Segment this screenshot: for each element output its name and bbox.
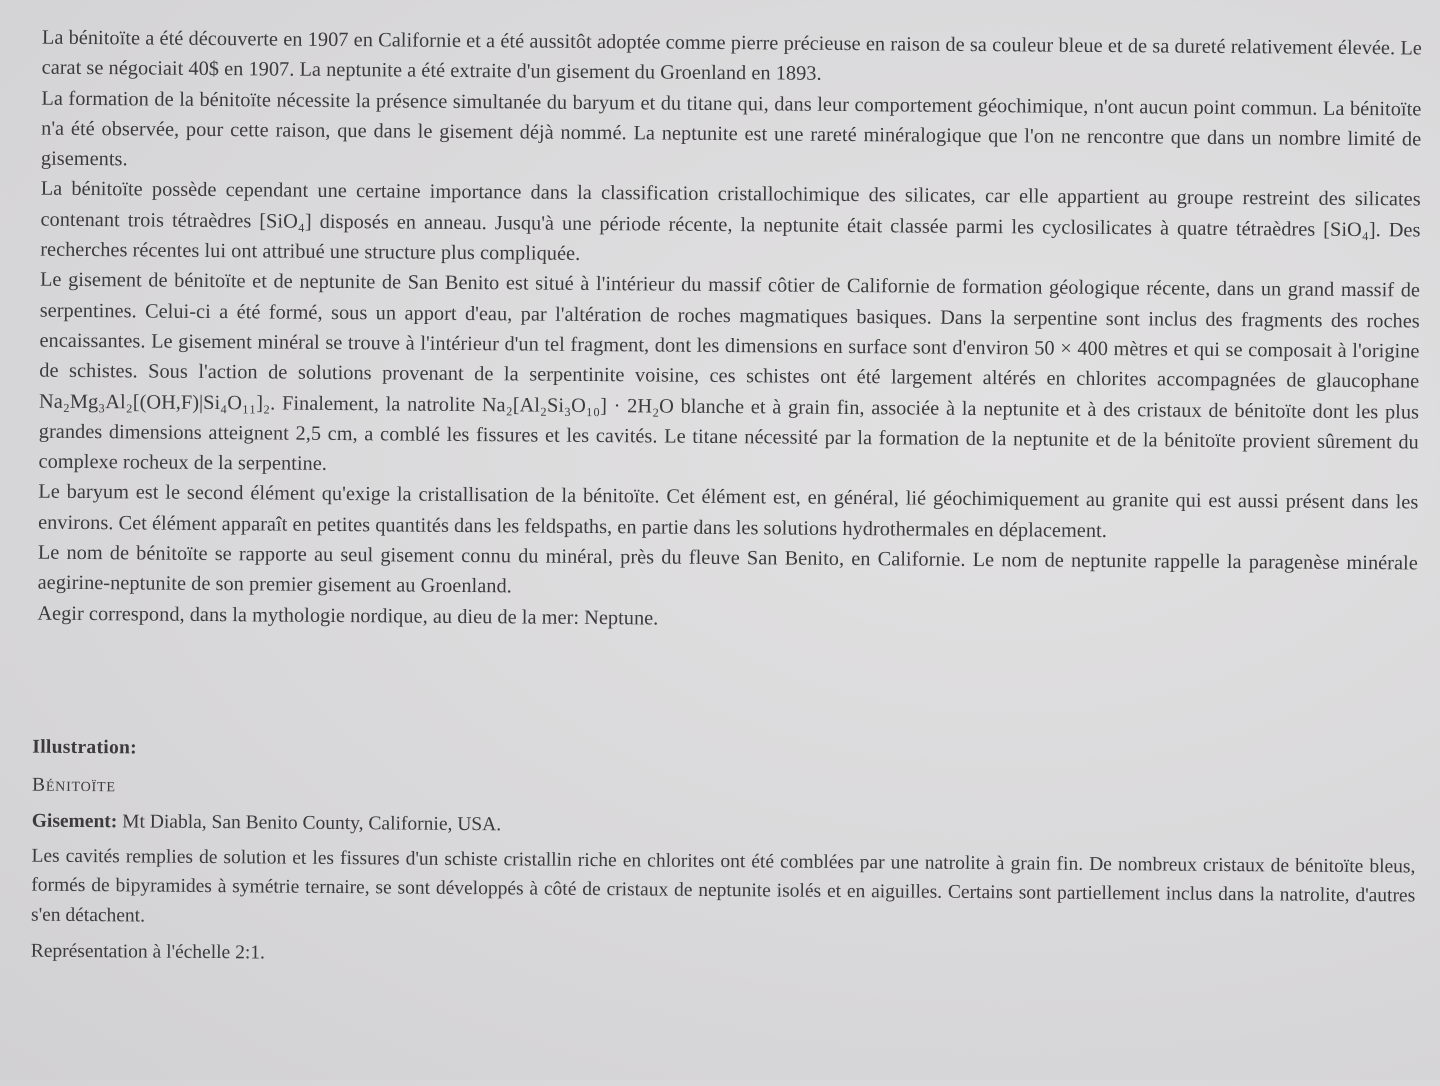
main-text bbox=[37, 23, 1422, 640]
deposit-location: Mt Diabla, San Benito County, Californie, USA. bbox=[122, 811, 502, 836]
paragraph-barium: Le baryum est le second élément qu'exige la cristallisation de la bénitoïte. Cet élément est, en général, lié géochimiquement au granite qui est aussi présent dans les environs. Cet élément apparaît en petites quantités dans les feldspaths, en partie dans les solutions hydrothermales en déplacement. bbox=[38, 481, 1419, 542]
mineral-name: Bénitoïte bbox=[31, 774, 116, 796]
paragraph-classification: La bénitoïte possède cependant une certaine importance dans la classification cristallochimique des silicates, car elle appartient au groupe restreint des silicates contenant trois tétraèdres [SiO₄] disposés en anneau. Jusqu'à une période récente, la neptunite était classée parmi les cyclosilicates à quatre tétraèdres [SiO₄]. Des recherches récentes lui ont attribué une structure plus compliquée. bbox=[40, 178, 1421, 265]
deposit-label: Gisement: bbox=[31, 810, 118, 833]
illustration-section bbox=[31, 733, 1417, 977]
paragraph-aegir: Aegir correspond, dans la mythologie nordique, au dieu de la mer: Neptune. bbox=[37, 602, 659, 630]
deposit-line bbox=[32, 807, 1416, 847]
scale-note: Représentation à l'échelle 2:1. bbox=[30, 940, 265, 964]
illustration-description: Les cavités remplies de solution et les fissures d'un schiste cristallin riche en chlorites ont été comblées par une natrolite à grain fin. De nombreux cristaux de bénitoïte bleus, formés de bipyramides à symétrie ternaire, se sont développés à côté de cristaux de neptunite isolés et en aiguilles. Certains sont partiellement inclus dans la natrolite, d'autres s'en détachent. bbox=[30, 845, 1416, 926]
paragraph-names: Le nom de bénitoïte se rapporte au seul gisement connu du minéral, près du fleuve San Benito, en Californie. Le nom de neptunite rappelle la paragenèse minérale aegirine-neptunite de son premier gisement au Groenland. bbox=[37, 541, 1418, 598]
paragraph-deposit: Le gisement de bénitoïte et de neptunite de San Benito est situé à l'intérieur du massif côtier de Californie de formation géologique récente, dans un grand massif de serpentines. Celui-ci a été formé, sous un apport d'eau, par l'altération de roches magmatiques basiques. Dans la serpentine sont inclus des fragments des roches encaissantes. Le gisement minéral se trouve à l'intérieur d'un tel fragment, dont les dimensions en surface sont d'environ 50 × 400 mètres et qui se composait à l'origine de schistes. Sous l'action de solutions provenant de la serpentinite voisine, ces schistes ont été largement altérés en chlorites accompagnées de glaucophane Na₂Mg₃Al₂[(OH,F)|Si₄O₁₁]₂. Finalement, la natrolite Na₂[Al₂Si₃O₁₀] · 2H₂O blanche et à grain fin, associée à la neptunite et à des cristaux de bénitoïte dont les plus grandes dimensions atteignent 2,5 cm, a comblé les fissures et les cavités. Le titane nécessité par la formation de la neptunite et de la bénitoïte provient sûrement du complexe rocheux de la serpentine. bbox=[38, 269, 1421, 476]
paragraph-discovery: La bénitoïte a été découverte en 1907 en Californie et a été aussitôt adoptée comme pierre précieuse en raison de sa couleur bleue et de sa dureté relativement élevée. Le carat se négociait 40$ en 1907. La neptunite a été extraite d'un gisement du Groenland en 1893. bbox=[41, 26, 1422, 86]
illustration-heading: Illustration: bbox=[32, 736, 138, 759]
paragraph-formation: La formation de la bénitoïte nécessite la présence simultanée du baryum et du titane qui, dans leur comportement géochimique, n'ont aucun point commun. La bénitoïte n'a été observée, pour cette raison, que dans le gisement déjà nommé. La neptunite est une rareté minéralogique que l'on ne rencontre que dans un nombre limité de gisements. bbox=[40, 87, 1422, 171]
